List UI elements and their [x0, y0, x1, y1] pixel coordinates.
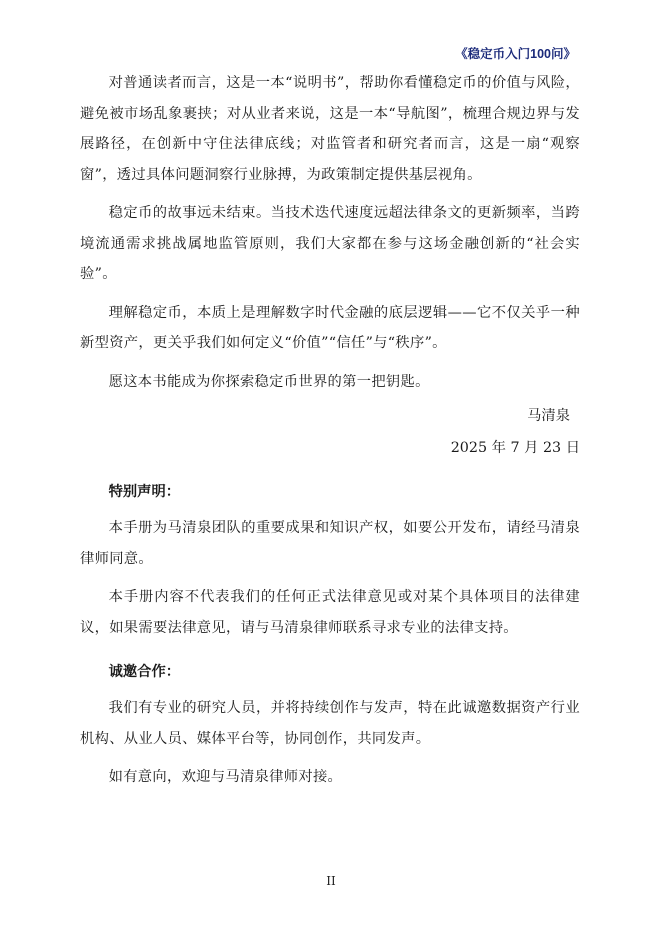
body-paragraph-4: 愿这本书能成为你探索稳定币世界的第一把钥匙。	[108, 373, 430, 390]
body-paragraph-3: 理解稳定币，本质上是理解数字时代金融的底层逻辑——它不仅关乎一种新型资产，更关乎我们如何定义“价值”“信任”与“秩序”。	[80, 304, 580, 351]
body-paragraph-1: 对普通读者而言，这是一本“说明书”，帮助你看懂稳定币的价值与风险，避免被市场乱象裹挟；对从业者来说，这是一本“导航图”，梳理合规边界与发展路径，在创新中守住法律底线；对监管者和研究者而言，这是一扇“观察窗”，透过具体问题洞察行业脉搏，为政策制定提供基层视角。	[80, 75, 580, 183]
invitation-paragraph-1: 我们有专业的研究人员，并将持续创作与发声，特在此诚邀数据资产行业机构、从业人员、媒体平台等，协同创作，共同发声。	[80, 700, 580, 747]
special-notice-paragraph-2: 本手册内容不代表我们的任何正式法律意见或对某个具体项目的法律建议，如果需要法律意见，请与马清泉律师联系寻求专业的法律支持。	[80, 589, 580, 636]
running-header-book-title: 《稳定币入门100问》	[455, 47, 576, 61]
special-notice-heading: 特别声明：	[108, 484, 181, 500]
body-paragraph-2: 稳定币的故事远未结束。当技术迭代速度远超法律条文的更新频率，当跨境流通需求挑战属地监管原则，我们大家都在参与这场金融创新的“社会实验”。	[80, 205, 580, 282]
page-content	[80, 68, 580, 793]
author-signature: 马清泉	[527, 408, 570, 424]
invitation-paragraph-2: 如有意向，欢迎与马清泉律师对接。	[108, 769, 343, 785]
special-notice-paragraph-1: 本手册为马清泉团队的重要成果和知识产权，如要公开发布，请经马清泉律师同意。	[80, 520, 580, 567]
invitation-heading: 诚邀合作：	[108, 664, 181, 680]
signature-date: 2025 年 7 月 23 日	[450, 440, 580, 456]
page-number: II	[326, 874, 336, 888]
